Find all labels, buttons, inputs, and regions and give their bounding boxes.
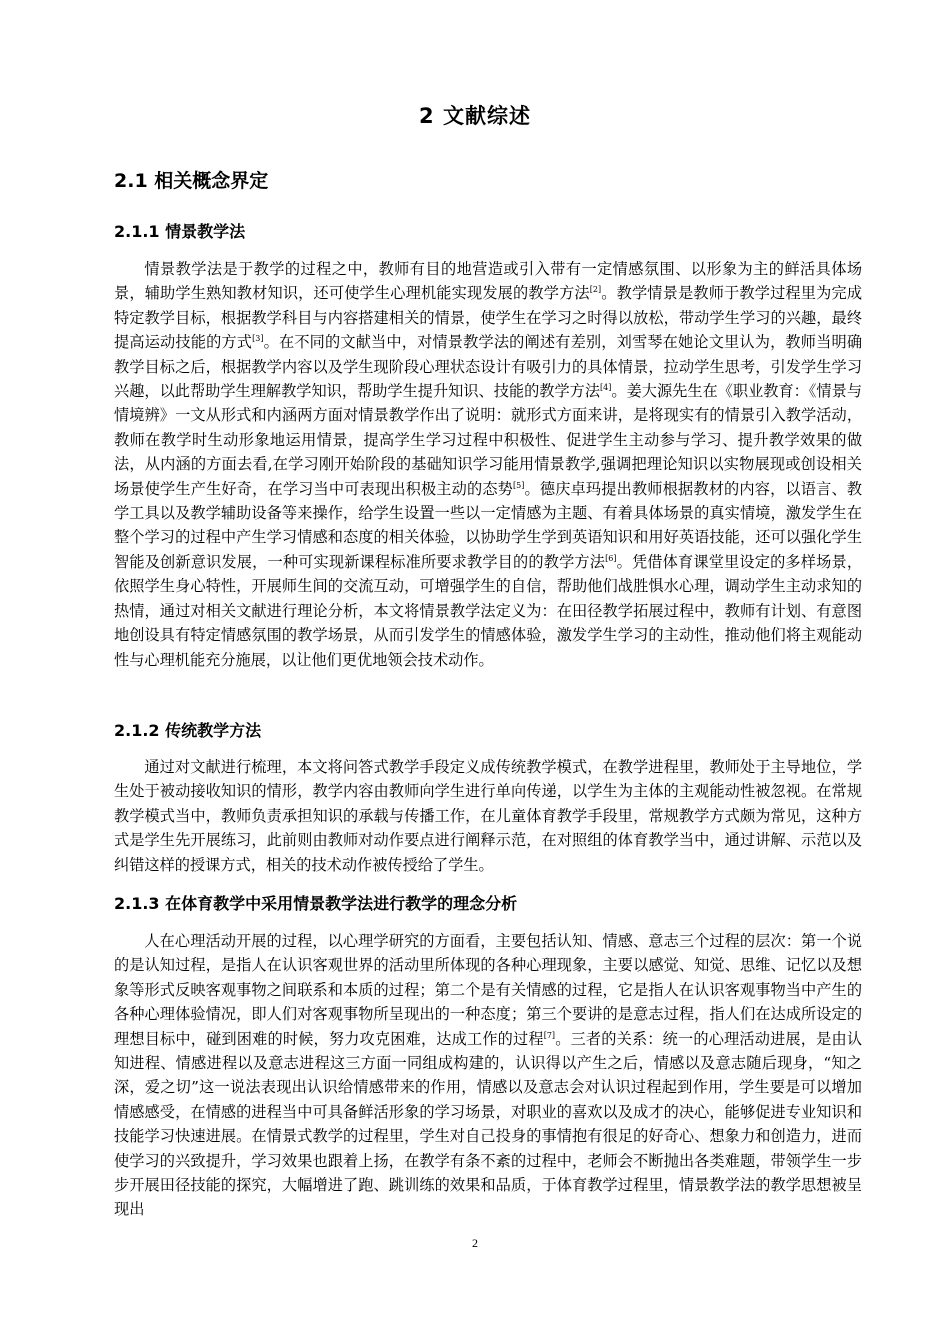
paragraph-2-1-1: [114, 257, 862, 672]
subsection-heading-2-1-1: 2.1.1 情景教学法: [114, 222, 246, 241]
paragraph-text: 。德庆卓玛提出教师根据教材的内容，以语言、教学工具以及教学辅助设备等来操作，给学生设置一些以一定情感为主题、有着具体场景的真实情境，激发学生在整个学习的过程中产生学习情感和态度的相关体验，以协助学生学到英语知识和用好英语技能，还可以强化学生智能及创新意识发展，一种可实现新课程标准所要求教学目的的教学方法: [114, 479, 863, 571]
citation-marker: [7]: [543, 1030, 556, 1040]
paragraph-text: 。姜大源先生在《职业教育：《情景与情境辨》一文从形式和内涵两方面对情景教学作出了说明：就形式方面来讲，是将现实有的情景引入教学活动，教师在教学时生动形象地运用情景，提高学生学习过程中积极性、促进学生主动参与学习、提升教学效果的做法，从内涵的方面去看,在学习刚开始阶段的基础知识学习能用情景教学,强调把理论知识以实物展现或创设相关场景使学生产生好奇，在学习当中可表现出积极主动的态势: [114, 382, 863, 498]
citation-marker: [3]: [252, 334, 264, 344]
citation-marker: [5]: [513, 480, 525, 490]
paragraph-text: 。凭借体育课堂里设定的多样场景，依照学生身心特性，开展师生间的交流互动，可增强学生的自信，帮助他们战胜惧水心理，调动学生主动求知的热情，通过对相关文献进行理论分析，本文将情景教学法定义为：在田径教学拓展过程中，教师有计划、有意图地创设具有特定情感氛围的教学场景，从而引发学生的情感体验，激发学生学习的主动性，推动他们将主观能动性与心理机能充分施展，以让他们更优地领会技术动作。: [114, 552, 863, 669]
section-heading: 2.1 相关概念界定: [114, 170, 269, 192]
paragraph-text: 。在不同的文献当中，对情景教学法的阐述有差别，刘雪琴在她论文里认为，教师当明确教学目标之后，根据教学内容以及学生现阶段心理状态设计有吸引力的具体情景，拉动学生思考，引发学生学习兴趣，以此帮助学生理解教学知识，帮助学生提升知识、技能的教学方法: [114, 333, 863, 401]
paragraph-2-1-3: [114, 929, 862, 1222]
paragraph-2-1-2: [114, 755, 862, 877]
page-number: 2: [472, 1236, 478, 1250]
subsection-heading-2-1-2: 2.1.2 传统教学方法: [114, 721, 262, 740]
citation-marker: [4]: [600, 382, 612, 392]
paragraph-text: 通过对文献进行梳理，本文将问答式教学手段定义成传统教学模式，在教学进程里，教师处于主导地位，学生处于被动接收知识的情形，教学内容由教师向学生进行单向传递，以学生为主体的主观能动性被忽视。在常规教学模式当中，教师负责承担知识的承载与传播工作，在儿童体育教学手段里，常规教学方式颇为常见，这种方式是学生先开展练习，此前则由教师对动作要点进行阐释示范，在对照组的体育教学当中，通过讲解、示范以及纠错这样的授课方式，相关的技术动作被传授给了学生。: [114, 758, 862, 874]
paragraph-text: 人在心理活动开展的过程，以心理学研究的方面看，主要包括认知、情感、意志三个过程的层次：第一个说的是认知过程，是指人在认识客观世界的活动里所体现的各种心理现象，主要以感觉、知觉、思维、记忆以及想象等形式反映客观事物之间联系和本质的过程；第二个是有关情感的过程，它是指人在认识客观事物当中产生的各种心理体验情况，即人们对客观事物所呈现出的一种态度；第三个要讲的是意志过程，指人们在达成所设定的理想目标中，碰到困难的时候，努力攻克困难，达成工作的过程: [114, 932, 862, 1048]
paragraph-text: 。三者的关系：统一的心理活动进展，是由认知进程、情感进程以及意志进程这三方面一同组成构建的，认识得以产生之后，情感以及意志随后现身，“知之深，爱之切”这一说法表现出认识给情感带来的作用，情感以及意志会对认识过程起到作用，学生要是可以增加情感感受，在情感的进程当中可具备鲜活形象的学习场景，对职业的喜欢以及成才的决心，能够促进专业知识和技能学习快速进展。在情景式教学的过程里，学生对自己投身的事情抱有很足的好奇心、想象力和创造力，进而使学习的兴致提升，学习效果也跟着上扬，在教学有条不紊的过程中，老师会不断抛出各类难题，带领学生一步步开展田径技能的探究，大幅增进了跑、跳训练的效果和品质，于体育教学过程里，情景教学法的教学思想被呈现出: [114, 1029, 863, 1219]
subsection-heading-2-1-3: 2.1.3 在体育教学中采用情景教学法进行教学的理念分析: [114, 894, 518, 913]
citation-marker: [6]: [605, 553, 617, 563]
citation-marker: [2]: [589, 285, 602, 295]
paragraph-text: 。教学情景是教师于教学过程里为完成特定教学目标，根据教学科目与内容搭建相关的情景，使学生在学习之时得以放松，带动学生学习的兴趣，最终提高运动技能的方式: [114, 284, 863, 352]
chapter-title: 2 文献综述: [419, 104, 531, 128]
paragraph-text: 情景教学法是于教学的过程之中，教师有目的地营造或引入带有一定情感氛围、以形象为主的鲜活具体场景，辅助学生熟知教材知识，还可使学生心理机能实现发展的教学方法: [114, 260, 862, 303]
